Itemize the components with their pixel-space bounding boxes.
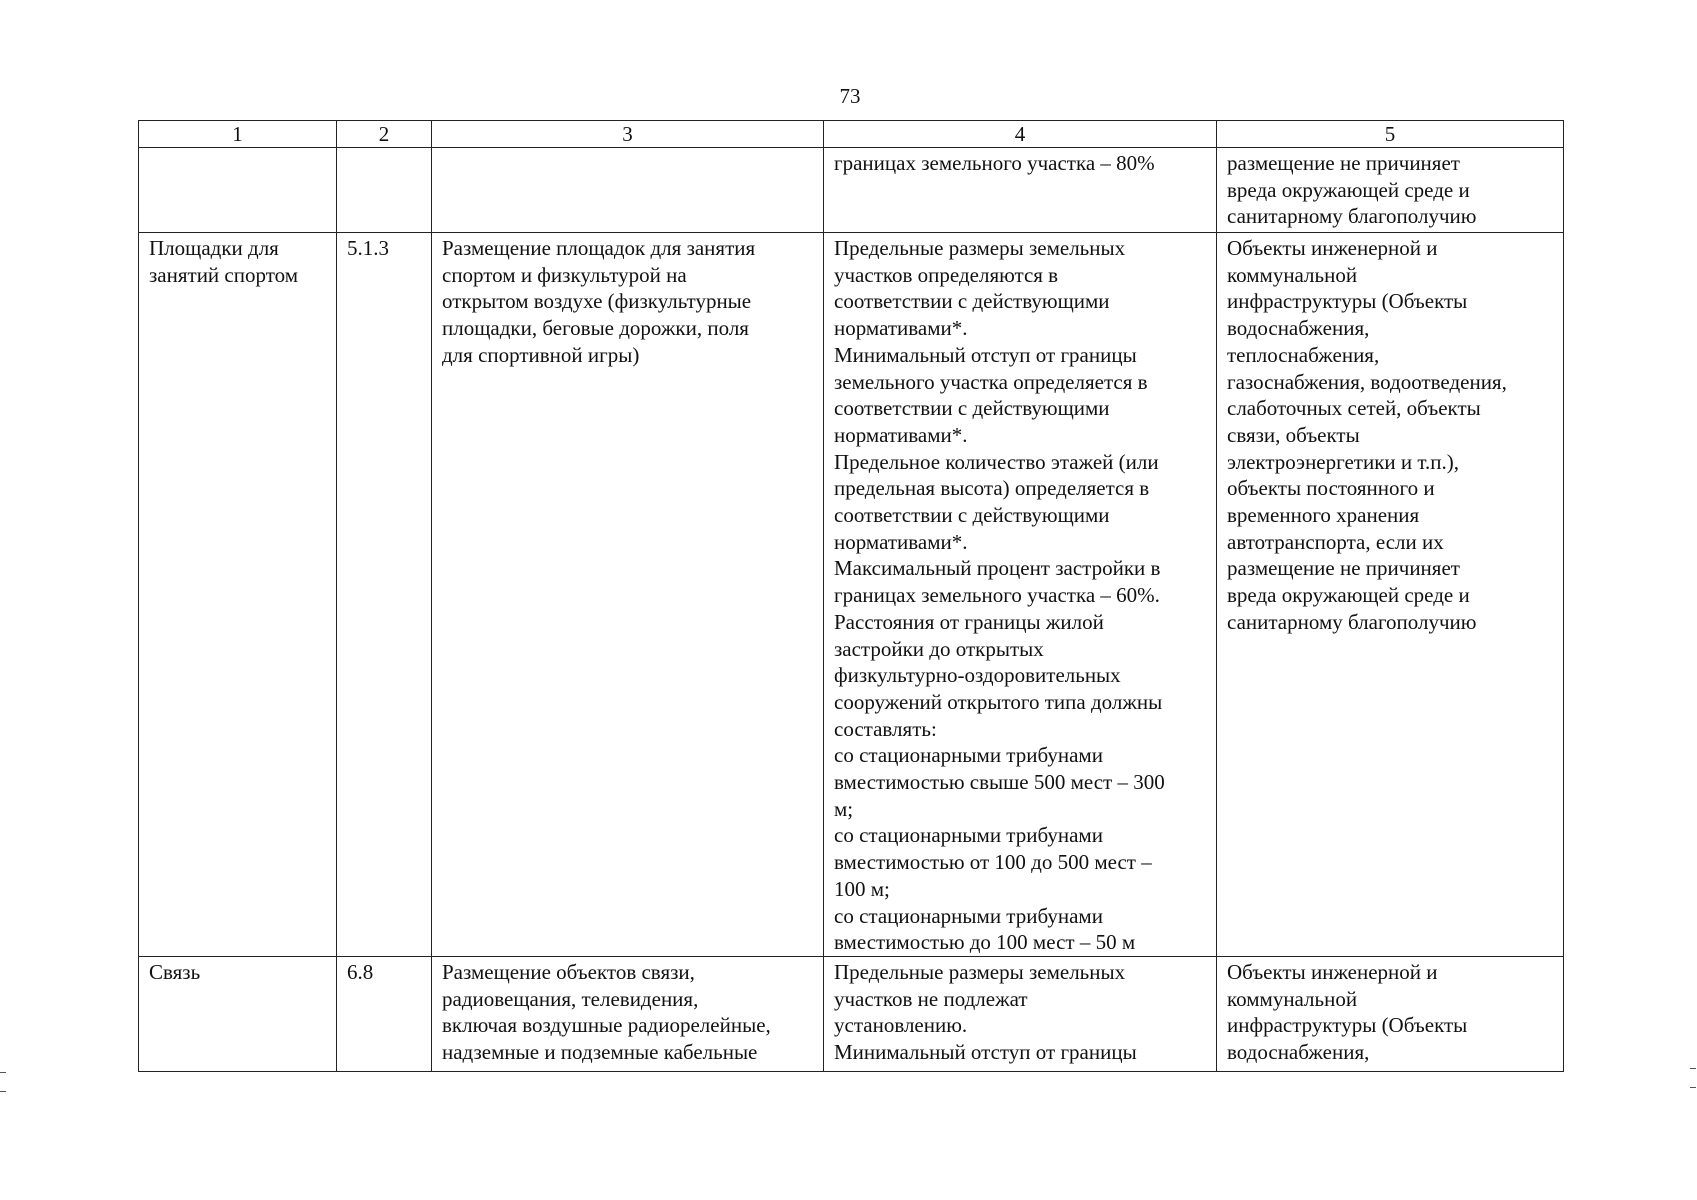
- text-line: водоснабжения,: [1227, 1040, 1370, 1065]
- page-number: 73: [839, 84, 861, 108]
- header-col-1: 1: [139, 121, 337, 148]
- text-line: Минимальный отступ от границы: [834, 342, 1137, 367]
- text-line: санитарному благополучию: [1227, 204, 1477, 229]
- text-line: Предельные размеры земельных: [834, 236, 1126, 260]
- text-line: вреда окружающей среде и: [1227, 177, 1470, 202]
- text-line: теплоснабжения,: [1227, 342, 1380, 367]
- text-line: слаботочных сетей, объекты: [1227, 396, 1481, 421]
- text-line: со стационарными трибунами: [834, 903, 1103, 928]
- cell-description: [432, 956, 824, 1071]
- text-line: радиовещания, телевидения,: [442, 986, 699, 1011]
- header-col-3: 3: [432, 121, 824, 148]
- text-line: временного хранения: [1227, 503, 1420, 528]
- text-line: спортом и физкультурой на: [442, 262, 687, 287]
- text-line: Предельные размеры земельных: [834, 959, 1126, 984]
- table-row: [139, 233, 1564, 957]
- scan-edge-mark-right: [1690, 1068, 1696, 1088]
- cell-auxiliary-uses: [1217, 233, 1564, 957]
- cell-use-name: [139, 148, 337, 233]
- text-line: Связь: [149, 959, 201, 984]
- text-line: границах земельного участка – 80%: [834, 151, 1155, 175]
- text-line: для спортивной игры): [442, 342, 640, 367]
- text-line: включая воздушные радиорелейные,: [442, 1013, 771, 1038]
- text-line: физкультурно-оздоровительных: [834, 663, 1121, 688]
- cell-parameters: [824, 233, 1217, 957]
- land-use-table: [138, 120, 1564, 1072]
- cell-description: [432, 148, 824, 233]
- table-header-row: [139, 121, 1564, 148]
- header-col-4: 4: [824, 121, 1217, 148]
- text-line: вместимостью свыше 500 мест – 300: [834, 770, 1165, 795]
- text-line: 5.1.3: [347, 236, 389, 260]
- text-line: вреда окружающей среде и: [1227, 583, 1470, 608]
- text-line: Объекты инженерной и: [1227, 959, 1438, 984]
- text-line: Расстояния от границы жилой: [834, 609, 1104, 634]
- text-line: Предельное количество этажей (или: [834, 449, 1159, 474]
- scan-edge-mark-left: [0, 1072, 6, 1092]
- cell-code: [337, 956, 432, 1071]
- header-col-2: 2: [337, 121, 432, 148]
- text-line: Минимальный отступ от границы: [834, 1040, 1137, 1065]
- text-line: открытом воздухе (физкультурные: [442, 289, 752, 314]
- text-line: со стационарными трибунами: [834, 823, 1103, 848]
- text-line: предельная высота) определяется в: [834, 476, 1150, 501]
- cell-use-name: [139, 956, 337, 1071]
- text-line: земельного участка определяется в: [834, 369, 1148, 394]
- cell-auxiliary-uses: [1217, 148, 1564, 233]
- text-line: соответствии с действующими: [834, 396, 1110, 421]
- text-line: составлять:: [834, 716, 937, 741]
- cell-use-name: [139, 233, 337, 957]
- text-line: Объекты инженерной и: [1227, 236, 1438, 260]
- text-line: инфраструктуры (Объекты: [1227, 289, 1468, 314]
- text-line: застройки до открытых: [834, 636, 1044, 661]
- text-line: границах земельного участка – 60%.: [834, 583, 1160, 608]
- text-line: нормативами*.: [834, 529, 968, 554]
- text-line: Размещение объектов связи,: [442, 959, 695, 984]
- text-line: автотранспорта, если их: [1227, 529, 1444, 554]
- text-line: 100 м;: [834, 876, 890, 901]
- cell-parameters: [824, 956, 1217, 1071]
- table-row: [139, 148, 1564, 233]
- text-line: сооружений открытого типа должны: [834, 689, 1163, 714]
- cell-description: [432, 233, 824, 957]
- text-line: коммунальной: [1227, 986, 1358, 1011]
- text-line: связи, объекты: [1227, 422, 1360, 447]
- text-line: коммунальной: [1227, 262, 1358, 287]
- text-line: площадки, беговые дорожки, поля: [442, 316, 749, 341]
- text-line: установлению.: [834, 1013, 968, 1038]
- text-line: Максимальный процент застройки в: [834, 556, 1161, 581]
- text-line: объекты постоянного и: [1227, 476, 1435, 501]
- text-line: м;: [834, 796, 854, 821]
- text-line: занятий спортом: [149, 262, 298, 287]
- text-line: соответствии с действующими: [834, 289, 1110, 314]
- text-line: размещение не причиняет: [1227, 151, 1460, 175]
- cell-code: [337, 148, 432, 233]
- text-line: со стационарными трибунами: [834, 743, 1103, 768]
- text-line: 6.8: [347, 959, 374, 984]
- text-line: санитарному благополучию: [1227, 609, 1477, 634]
- text-line: электроэнергетики и т.п.),: [1227, 449, 1459, 474]
- header-col-5: 5: [1217, 121, 1564, 148]
- text-line: водоснабжения,: [1227, 316, 1370, 341]
- text-line: надземные и подземные кабельные: [442, 1040, 758, 1065]
- text-line: газоснабжения, водоотведения,: [1227, 369, 1507, 394]
- text-line: инфраструктуры (Объекты: [1227, 1013, 1468, 1038]
- cell-auxiliary-uses: [1217, 956, 1564, 1071]
- text-line: нормативами*.: [834, 422, 968, 447]
- text-line: участков определяются в: [834, 262, 1059, 287]
- cell-parameters: [824, 148, 1217, 233]
- text-line: нормативами*.: [834, 316, 968, 341]
- text-line: вместимостью от 100 до 500 мест –: [834, 850, 1152, 875]
- text-line: Площадки для: [149, 236, 279, 260]
- text-line: соответствии с действующими: [834, 503, 1110, 528]
- text-line: Размещение площадок для занятия: [442, 236, 756, 260]
- text-line: участков не подлежат: [834, 986, 1028, 1011]
- text-line: размещение не причиняет: [1227, 556, 1460, 581]
- table-row: [139, 956, 1564, 1071]
- cell-code: [337, 233, 432, 957]
- text-line: вместимостью до 100 мест – 50 м: [834, 930, 1136, 955]
